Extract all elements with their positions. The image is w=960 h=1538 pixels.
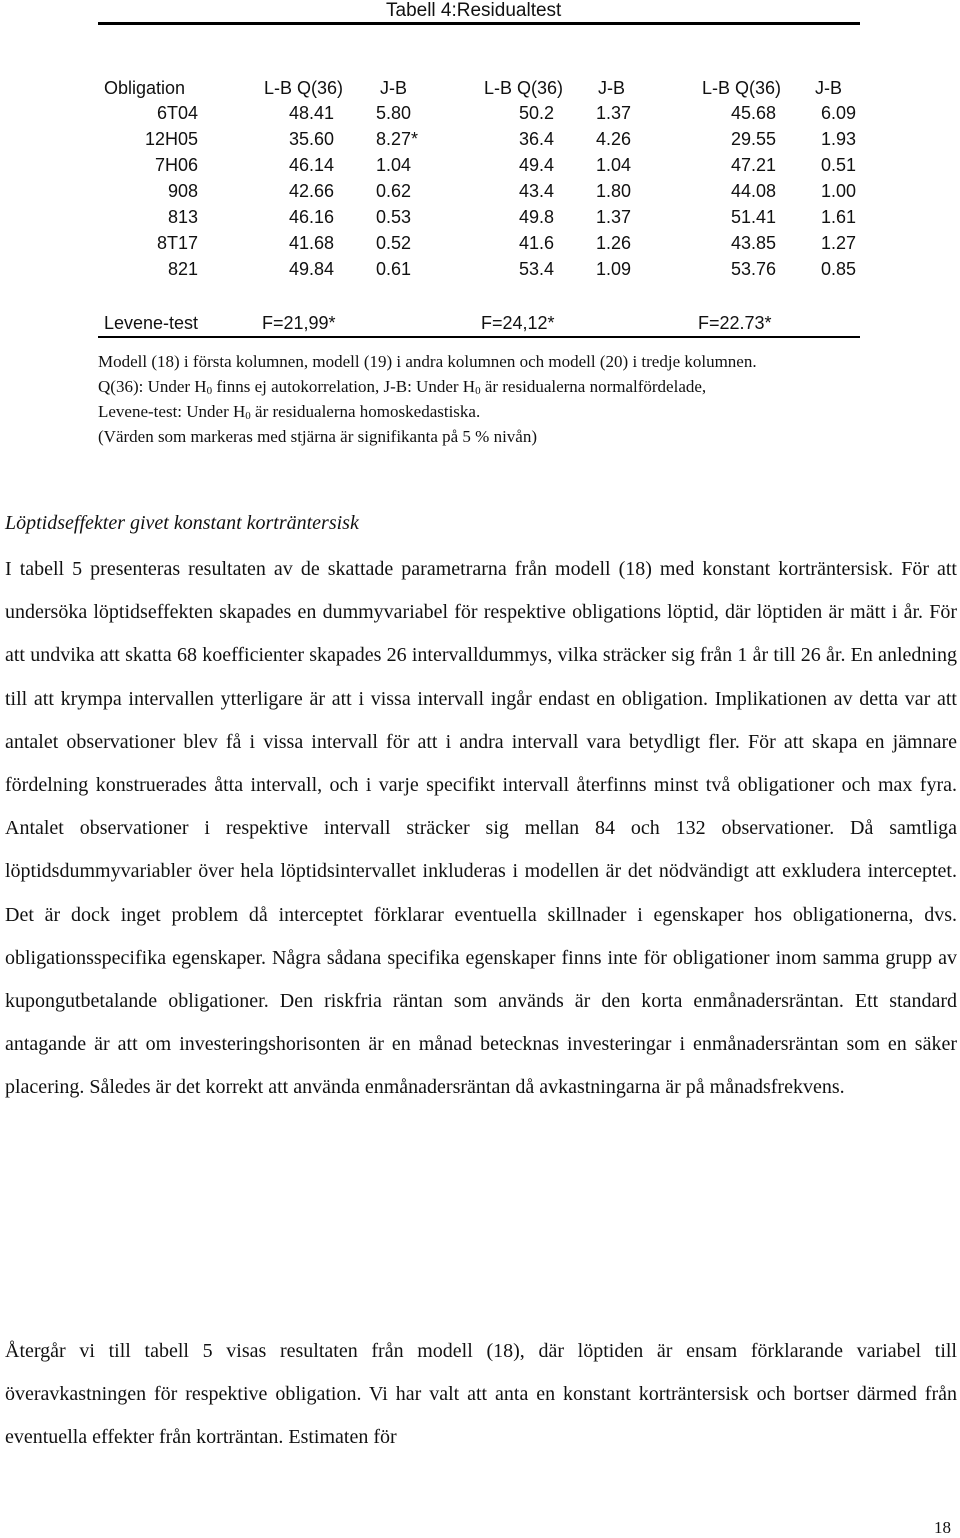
- cell-lb-model18: 46.14: [288, 155, 334, 175]
- cell-jb-model18: 5.80: [376, 103, 412, 123]
- header-lb-q36-model20: L-B Q(36): [702, 78, 782, 98]
- table-row: [0, 181, 960, 207]
- cell-jb-model18: 0.61: [376, 259, 412, 279]
- table-top-rule: [98, 22, 860, 25]
- header-obligation: Obligation: [104, 78, 186, 98]
- table-note-significance: (Värden som markeras med stjärna är signifikanta på 5 % nivån): [98, 427, 538, 446]
- cell-jb-model20: 1.00: [820, 181, 856, 201]
- cell-obligation: 12H05: [144, 129, 198, 149]
- cell-lb-model20: 51.41: [730, 207, 776, 227]
- levene-value-model19: F=24,12*: [481, 313, 555, 333]
- table-note-models: Modell (18) i första kolumnen, modell (19) i andra kolumnen och modell (20) i tredje kolumnen.: [98, 352, 757, 371]
- cell-lb-model19: 53.4: [518, 259, 554, 279]
- cell-obligation: 7H06: [154, 155, 198, 175]
- note-fragment: är residualerna homoskedastiska.: [250, 402, 481, 421]
- cell-obligation: 8T17: [156, 233, 198, 253]
- cell-lb-model19: 50.2: [518, 103, 554, 123]
- cell-lb-model20: 43.85: [730, 233, 776, 253]
- cell-jb-model18: 8.27*: [376, 129, 419, 149]
- cell-lb-model20: 47.21: [730, 155, 776, 175]
- table-row: [0, 155, 960, 181]
- body-paragraph: I tabell 5 presenteras resultaten av de skattade parametrarna från modell (18) med konstant korträntersisk. För att undersöka löptidseffekten skapades en dummyvariabel för respektive obligations löptid, där löptiden är mätt i år. För att undvika att skatta 68 koefficienter skapades 26 intervalldummys, vilka sträcker sig från 1 år till 26 år. En anledning till att krympa intervallen ytterligare är att i vissa intervall ingår endast en obligation. Implikationen av detta var att antalet observationer blev få i vissa intervall för att i andra intervall vara betydligt fler. För att skapa en jämnare fördelning konstruerades åtta intervall, och i varje specifikt intervall återfinns minst två obligationer och max fyra. Antalet observationer i respektive intervall sträcker sig mellan 84 och 132 observationer. Då samtliga löptidsdummyvariabler över hela löptidsintervallet inkluderas i modellen är det nödvändigt att exkludera interceptet. Det är dock inget problem då interceptet förklarar eventuella skillnader i egenskaper hos obligationerna, dvs. obligationsspecifika egenskaper. Några sådana specifika egenskaper finns inte för obligationer inom samma grupp av kupongutbetalande obligationer. Den riskfria räntan som används är den korta enmånadersräntan. Ett standard antagande är att om investeringshorisonten är en månad betecknas investeringar i enmånadersräntan som en säker placering. Således är det korrekt att använda enmånadersräntan då avkastningarna är på månadsfrekvens.: [5, 558, 957, 1099]
- cell-jb-model18: 0.52: [376, 233, 412, 253]
- levene-value-model20: F=22.73*: [698, 313, 772, 333]
- note-fragment: är residualerna normalfördelade,: [480, 377, 707, 396]
- cell-obligation: 6T04: [156, 103, 198, 123]
- table-row: [0, 233, 960, 259]
- cell-jb-model20: 6.09: [820, 103, 856, 123]
- cell-lb-model20: 45.68: [730, 103, 776, 123]
- cell-lb-model19: 43.4: [518, 181, 554, 201]
- table-row: [0, 129, 960, 155]
- cell-jb-model18: 1.04: [376, 155, 412, 175]
- cell-lb-model20: 29.55: [730, 129, 776, 149]
- header-lb-q36-model19: L-B Q(36): [484, 78, 564, 98]
- table-note-levene: [98, 402, 480, 422]
- cell-lb-model20: 44.08: [730, 181, 776, 201]
- table-row: [0, 103, 960, 129]
- cell-lb-model19: 36.4: [518, 129, 554, 149]
- table-caption: Tabell 4:Residualtest: [386, 0, 562, 21]
- subscript-zero: 0: [475, 385, 481, 397]
- note-fragment: Levene-test: Under H: [98, 402, 246, 421]
- cell-jb-model19: 1.09: [596, 259, 632, 279]
- subscript-zero: 0: [245, 410, 251, 422]
- cell-lb-model18: 41.68: [288, 233, 334, 253]
- cell-jb-model19: 1.80: [596, 181, 632, 201]
- cell-obligation: 821: [167, 259, 198, 279]
- subscript-zero: 0: [206, 385, 213, 397]
- body-paragraph: Återgår vi till tabell 5 visas resultaten från modell (18), där löptiden är ensam förklarande variabel till överavkastningen för respektive obligation. Vi har valt att anta en konstant korträntersisk och bortser därmed från eventuella effekter från korträntan. Estimaten för: [5, 1340, 957, 1449]
- cell-lb-model18: 46.16: [288, 207, 334, 227]
- cell-lb-model20: 53.76: [730, 259, 776, 279]
- cell-jb-model19: 1.04: [596, 155, 632, 175]
- levene-value-model18: F=21,99*: [262, 313, 336, 333]
- header-lb-q36-model18: L-B Q(36): [264, 78, 344, 98]
- cell-lb-model18: 48.41: [288, 103, 334, 123]
- cell-jb-model20: 0.51: [820, 155, 856, 175]
- table-note-hypotheses: [98, 377, 706, 397]
- cell-jb-model18: 0.53: [376, 207, 412, 227]
- cell-jb-model20: 1.93: [820, 129, 856, 149]
- page-number: 18: [934, 1518, 951, 1537]
- cell-jb-model19: 1.37: [596, 207, 632, 227]
- cell-jb-model19: 4.26: [596, 129, 632, 149]
- header-jb-model19: J-B: [598, 78, 625, 98]
- cell-lb-model19: 49.8: [518, 207, 554, 227]
- levene-test-label: Levene-test: [104, 313, 199, 333]
- cell-jb-model20: 0.85: [820, 259, 856, 279]
- note-fragment: finns ej autokorrelation, J-B: Under H: [212, 377, 476, 396]
- table-header-row: [0, 78, 960, 104]
- header-jb-model18: J-B: [380, 78, 407, 98]
- table-bottom-rule: [98, 336, 860, 338]
- cell-obligation: 813: [167, 207, 198, 227]
- cell-lb-model19: 41.6: [518, 233, 554, 253]
- cell-jb-model19: 1.37: [596, 103, 632, 123]
- header-jb-model20: J-B: [815, 78, 842, 98]
- section-heading: Löptidseffekter givet konstant korträntersisk: [5, 512, 359, 534]
- cell-lb-model18: 35.60: [288, 129, 334, 149]
- table-row: [0, 259, 960, 285]
- cell-jb-model19: 1.26: [596, 233, 632, 253]
- cell-jb-model18: 0.62: [376, 181, 412, 201]
- table-row: [0, 207, 960, 233]
- cell-obligation: 908: [167, 181, 198, 201]
- cell-lb-model19: 49.4: [518, 155, 554, 175]
- cell-lb-model18: 49.84: [288, 259, 334, 279]
- cell-jb-model20: 1.61: [820, 207, 856, 227]
- note-fragment: Q(36): Under H: [98, 377, 207, 396]
- cell-lb-model18: 42.66: [288, 181, 334, 201]
- cell-jb-model20: 1.27: [820, 233, 856, 253]
